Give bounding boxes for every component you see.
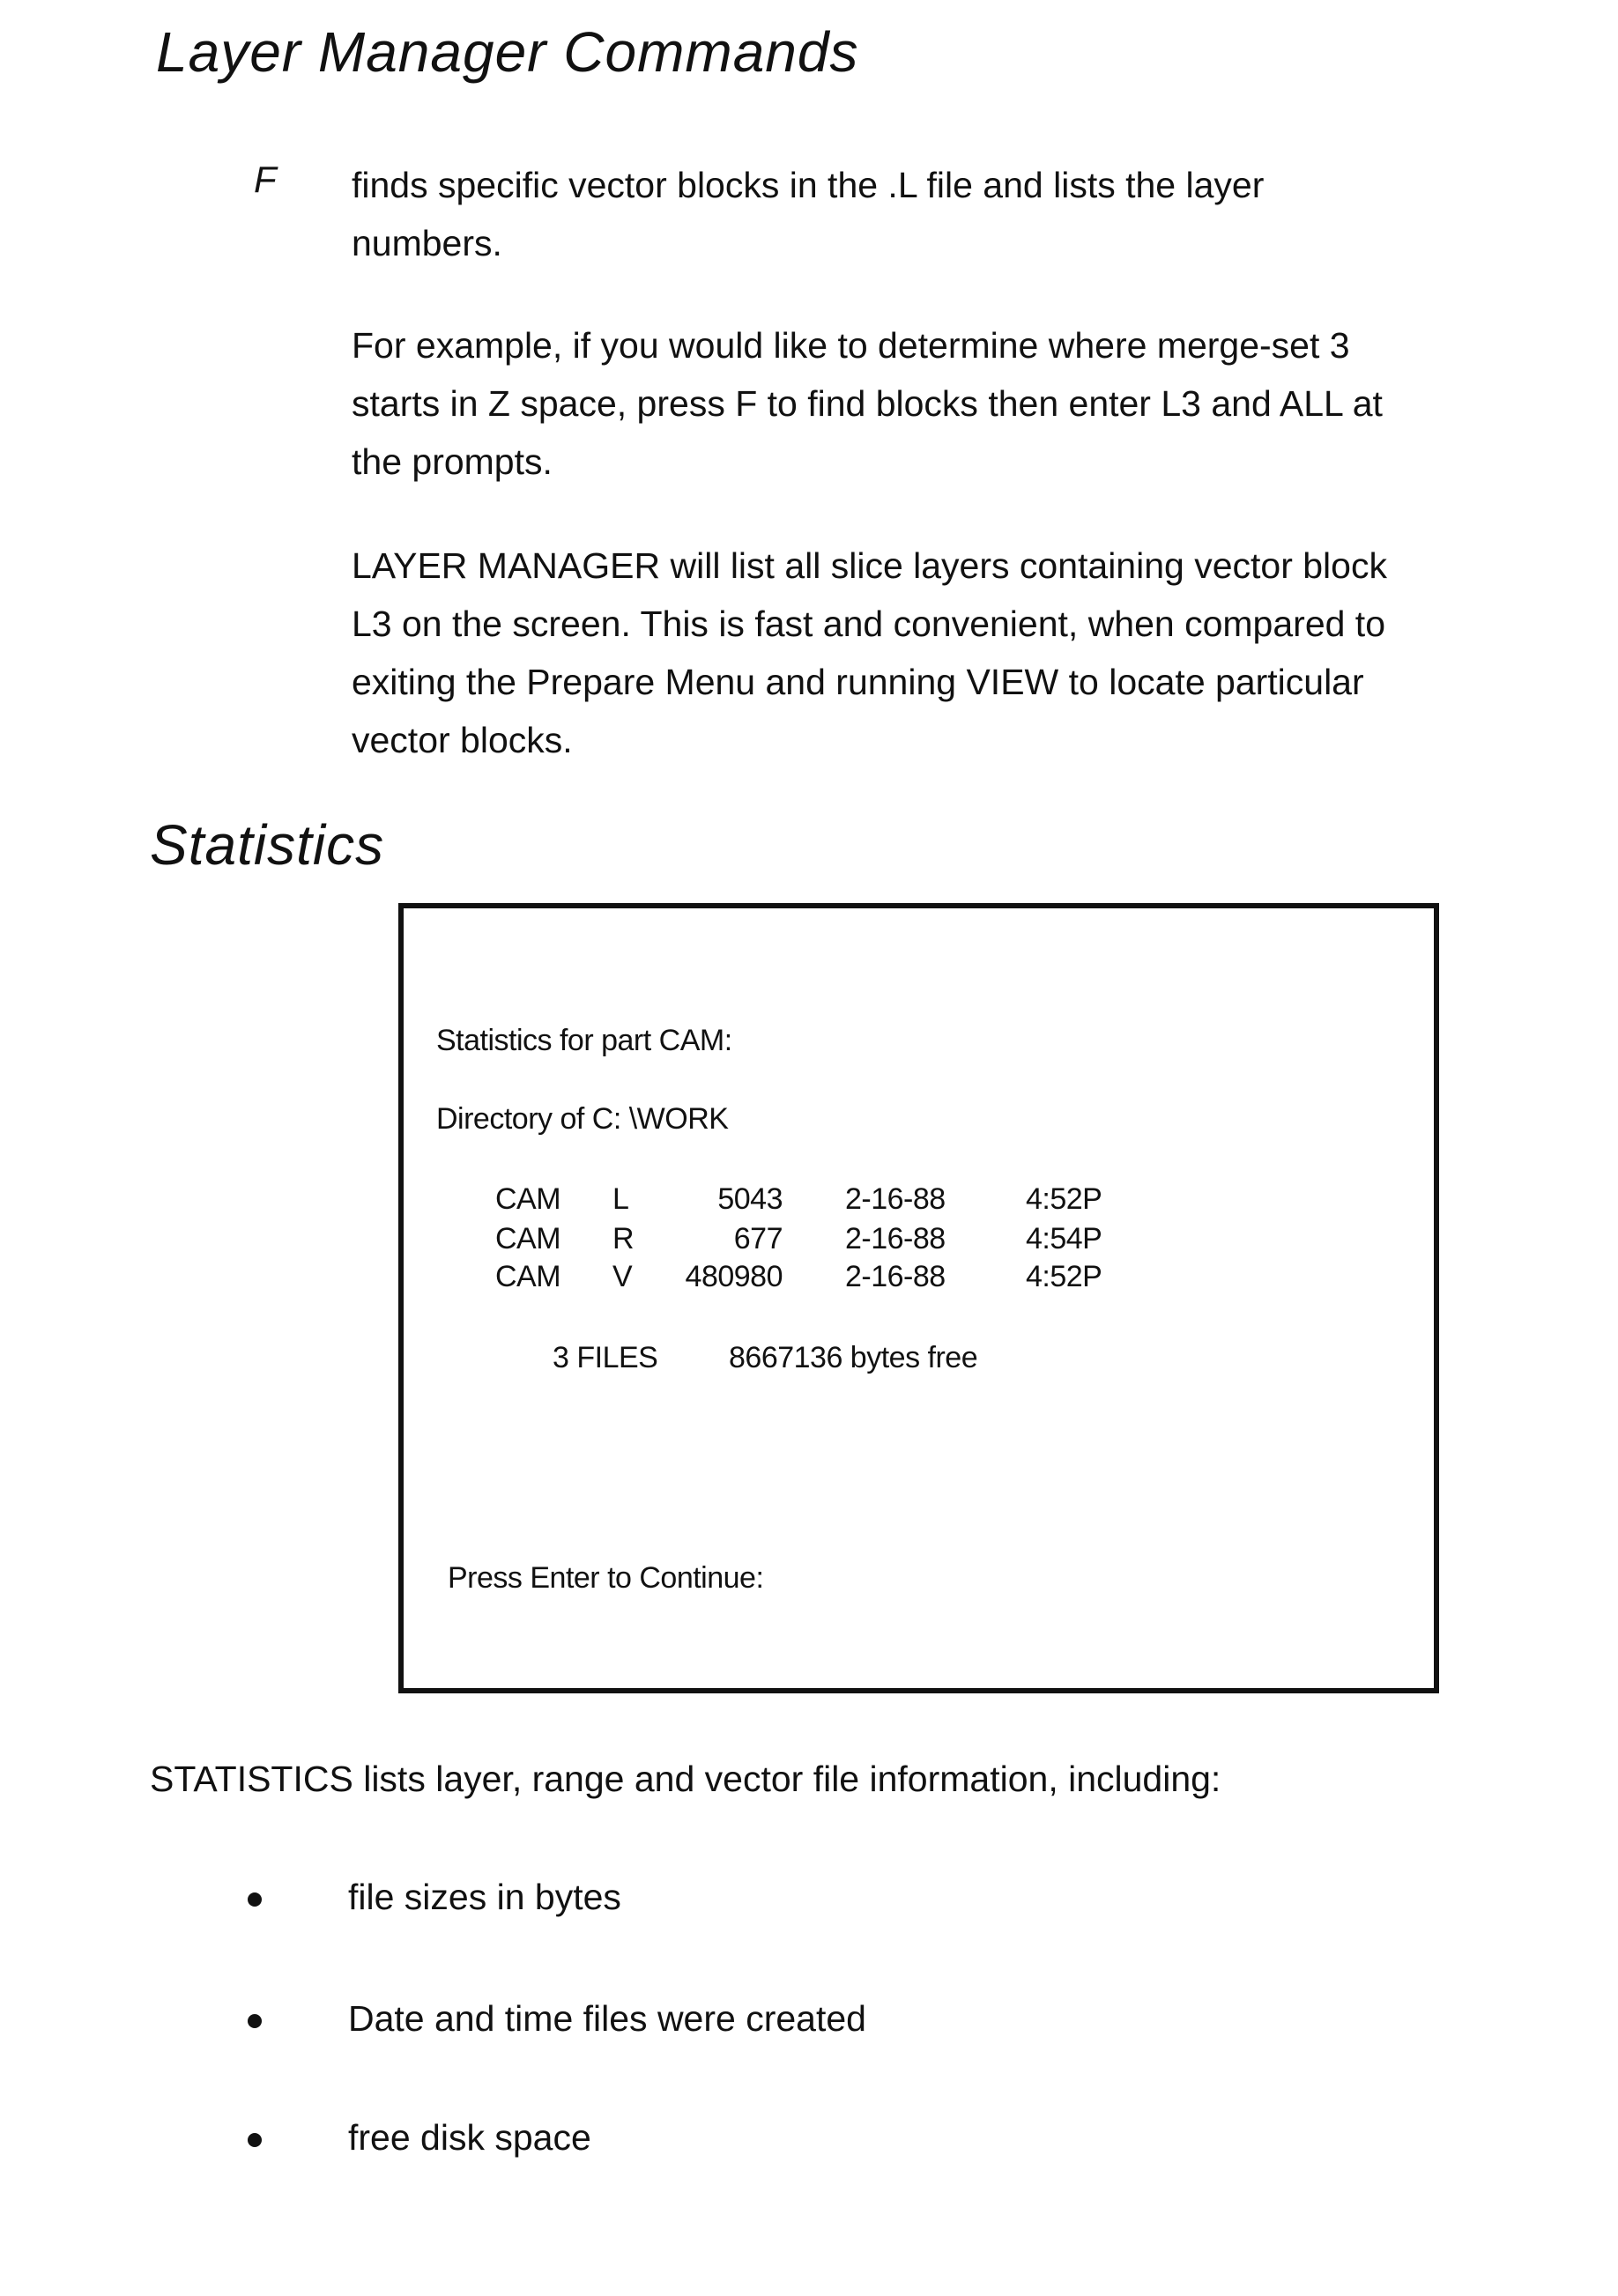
file-date: 2-16-88 [845, 1260, 946, 1294]
paragraph-f-description [352, 156, 1568, 272]
file-ext: V [612, 1260, 632, 1294]
screen-heading: Statistics for part CAM: [436, 1024, 732, 1058]
bullet-icon [248, 1892, 262, 1907]
line: the prompts. [352, 433, 1568, 491]
line: For example, if you would like to determine where merge-set 3 [352, 316, 1568, 374]
bullet-icon [248, 2133, 262, 2147]
file-date: 2-16-88 [845, 1182, 946, 1217]
line: vector blocks. [352, 711, 1585, 769]
file-ext: R [612, 1222, 634, 1256]
line: L3 on the screen. This is fast and convenient, when compared to [352, 595, 1585, 653]
paragraph-layer-manager [352, 537, 1585, 769]
line: LAYER MANAGER will list all slice layers containing vector block [352, 537, 1585, 595]
bullet-text: file sizes in bytes [348, 1868, 621, 1926]
file-size: 5043 [650, 1182, 783, 1217]
line: exiting the Prepare Menu and running VIEW to locate particular [352, 653, 1585, 711]
file-date: 2-16-88 [845, 1222, 946, 1256]
file-name: CAM [495, 1182, 560, 1217]
line: finds specific vector blocks in the .L file and lists the layer [352, 156, 1568, 214]
file-name: CAM [495, 1260, 560, 1294]
file-time: 4:54P [1026, 1222, 1102, 1256]
screen-directory: Directory of C: \WORK [436, 1102, 728, 1137]
paragraph-example [352, 316, 1568, 491]
file-size: 677 [650, 1222, 783, 1256]
statistics-intro: STATISTICS lists layer, range and vector file information, including: [150, 1750, 1221, 1808]
line: starts in Z space, press F to find blocks then enter L3 and ALL at [352, 374, 1568, 433]
section-title-layer-manager: Layer Manager Commands [156, 19, 858, 85]
bullet-text: free disk space [348, 2108, 591, 2166]
file-ext: L [612, 1182, 628, 1217]
continue-prompt: Press Enter to Continue: [448, 1561, 763, 1596]
bytes-free: 8667136 bytes free [729, 1341, 977, 1375]
file-time: 4:52P [1026, 1182, 1102, 1217]
file-time: 4:52P [1026, 1260, 1102, 1294]
section-title-statistics: Statistics [150, 812, 384, 878]
bullet-icon [248, 2014, 262, 2028]
file-count: 3 FILES [553, 1341, 657, 1375]
bullet-text: Date and time files were created [348, 1989, 866, 2048]
command-key: F [254, 159, 277, 201]
file-size: 480980 [650, 1260, 783, 1294]
line: numbers. [352, 214, 1568, 272]
file-name: CAM [495, 1222, 560, 1256]
